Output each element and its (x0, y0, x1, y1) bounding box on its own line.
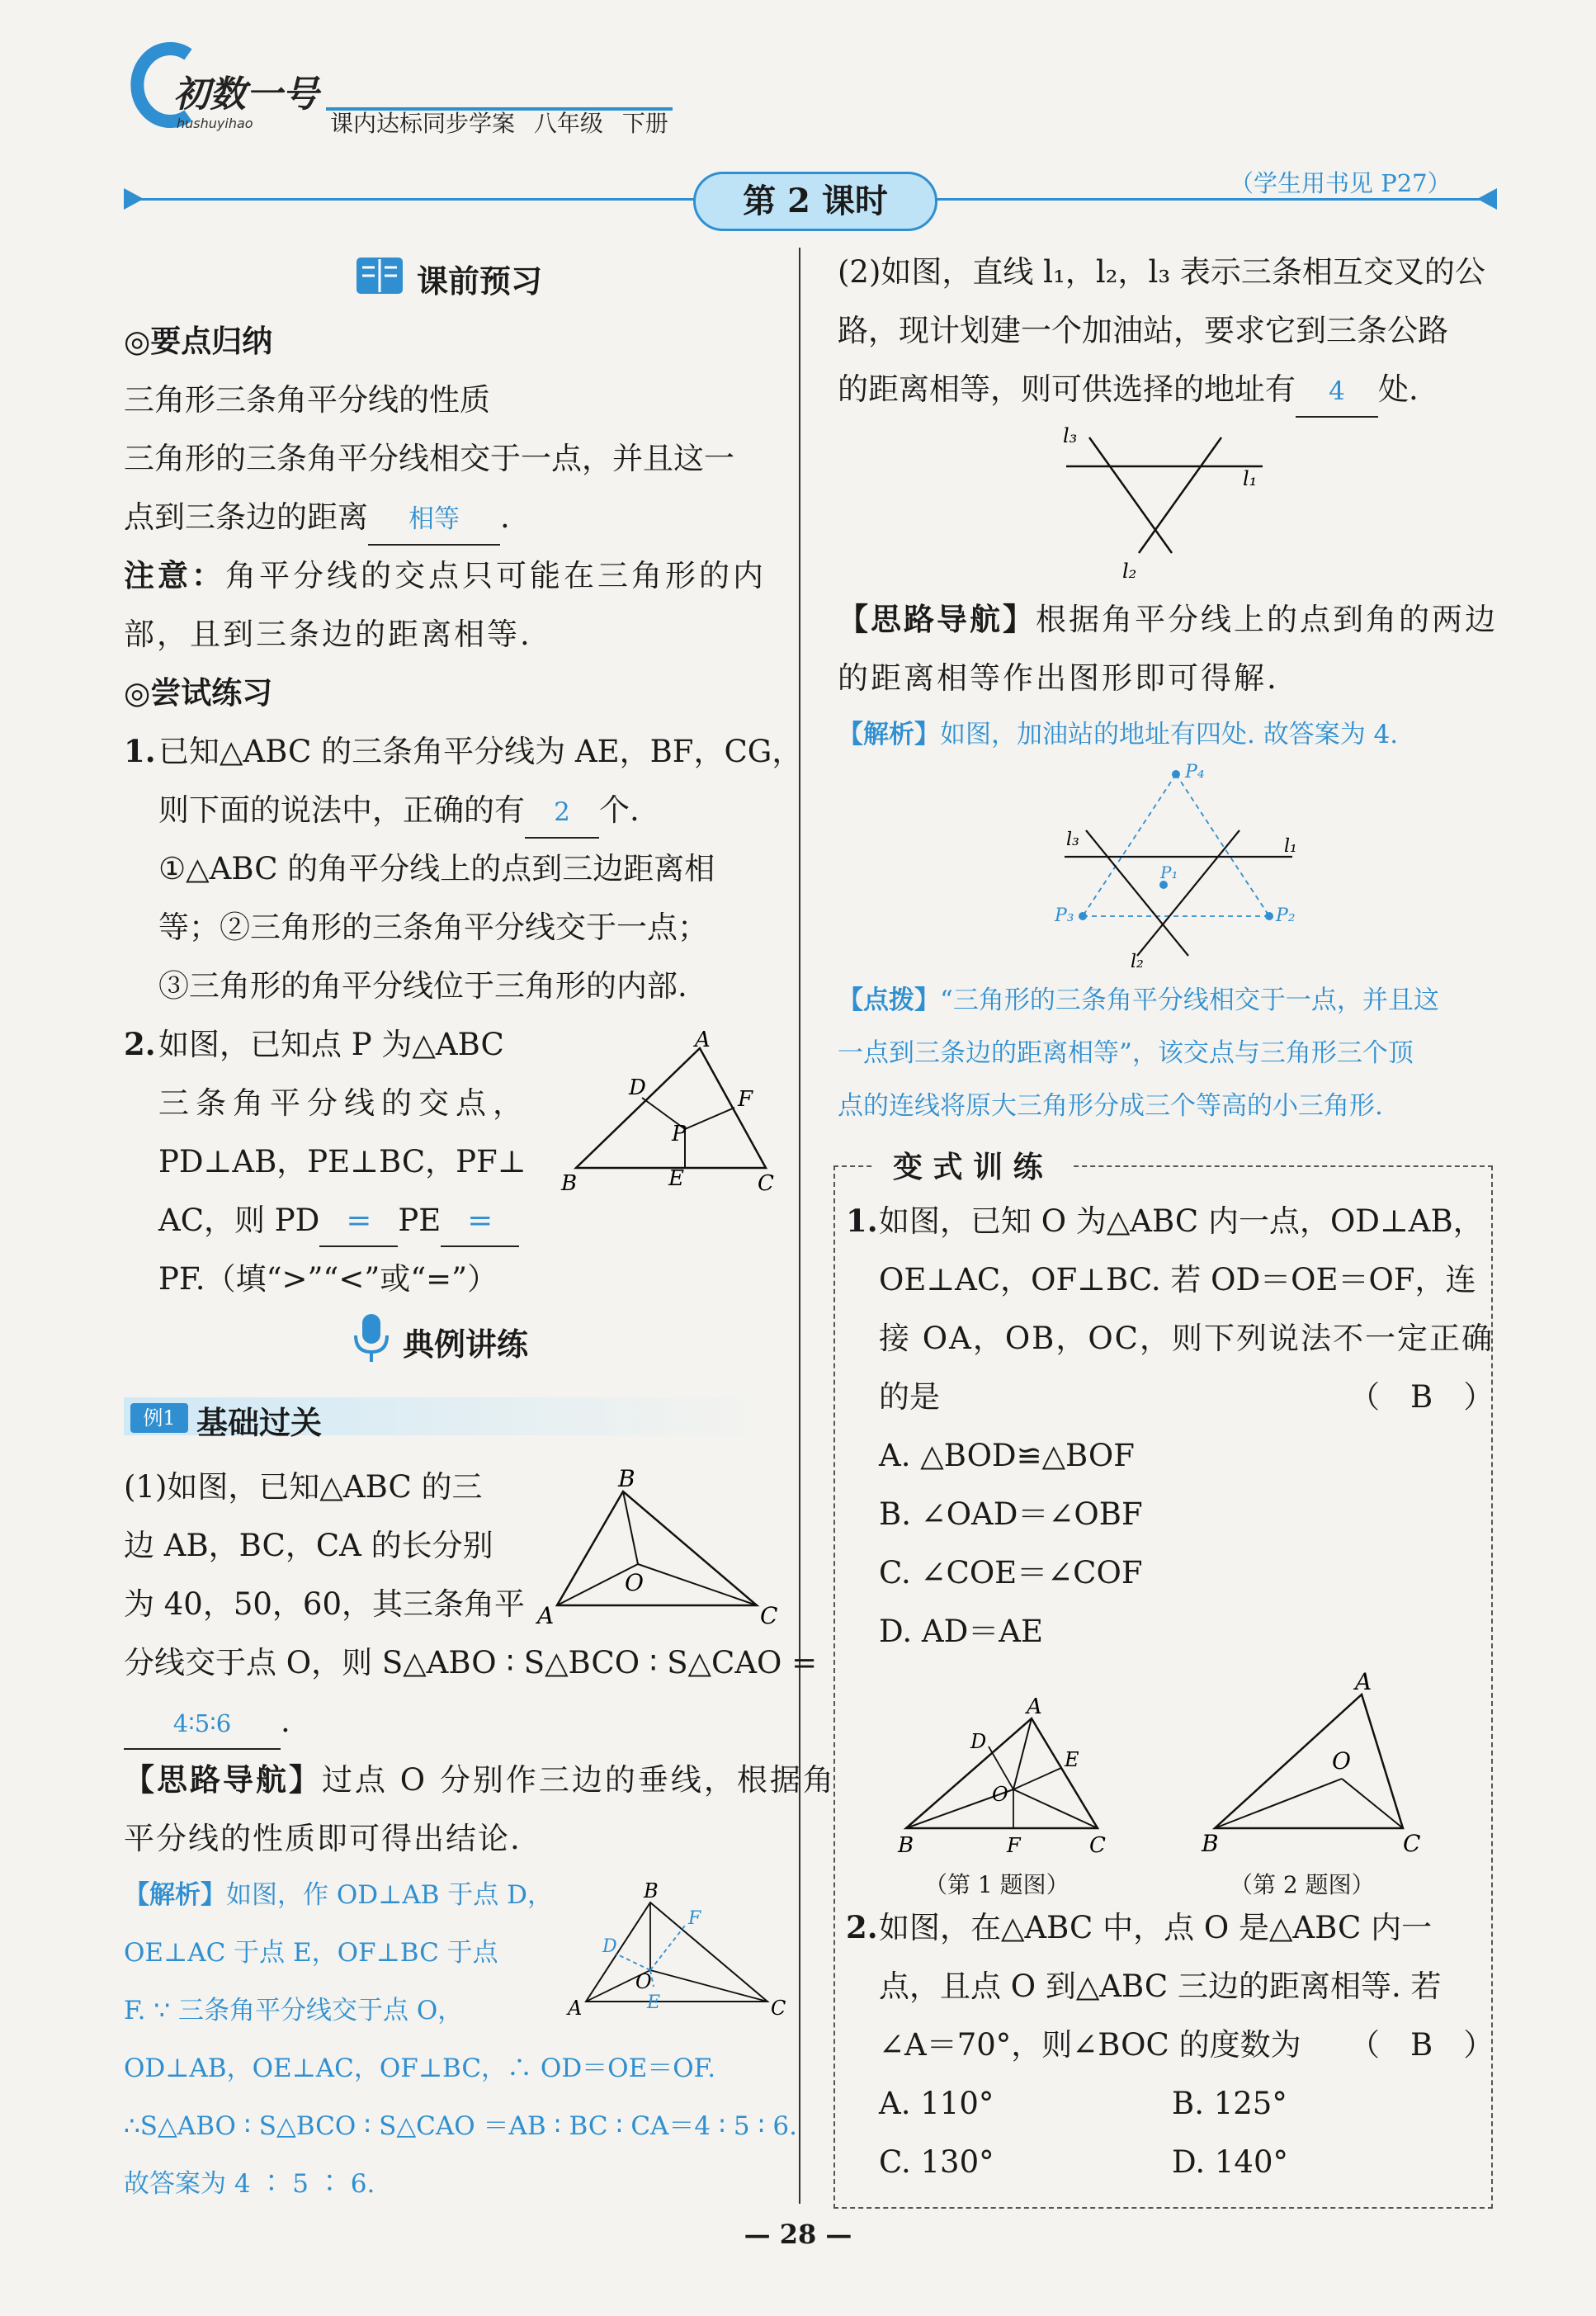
page-number: — 28 — (744, 2219, 852, 2250)
v1-line-2: OE⊥AC，OF⊥BC. 若 OD＝OE＝OF，连 (879, 1262, 1476, 1297)
ex1-line-5 (124, 1692, 290, 1751)
property-line-2 (124, 488, 510, 546)
svg-text:P: P (672, 1122, 687, 1146)
property-end: . (500, 499, 510, 535)
solution-line-4: OD⊥AB，OE⊥AC，OF⊥BC，∴ OD＝OE＝OF. (124, 2054, 716, 2083)
example-badge: 例1 (130, 1403, 188, 1433)
svg-text:A: A (537, 1602, 555, 1629)
svg-text:E: E (1065, 1748, 1079, 1771)
svg-text:P₄: P₄ (1185, 762, 1205, 782)
property-title: 三角形三条角平分线的性质 (124, 382, 490, 418)
microphone-icon (351, 1311, 392, 1365)
v1-line-1: 如图，已知 O 为△ABC 内一点，OD⊥AB， (879, 1203, 1484, 1239)
v2-triangle-figure (1197, 1668, 1444, 1857)
svg-text:P₂: P₂ (1276, 905, 1296, 926)
hint-line-1 (124, 1751, 836, 1809)
fig1-caption: （第 1 题图） (924, 1871, 1070, 1898)
svg-text:C: C (1403, 1830, 1421, 1857)
q2-number: 2. (124, 1026, 156, 1062)
arrow-right-icon (1477, 188, 1499, 211)
q2-line-4 (158, 1191, 519, 1250)
svg-text:O: O (625, 1569, 644, 1596)
part2-line-3-text: 的距离相等，则可供选择的地址有 (838, 371, 1296, 407)
svg-text:B: B (1202, 1830, 1219, 1857)
ex1-answer: 4∶5∶6 (124, 1699, 281, 1750)
part2-solution-text: 如图，加油站的地址有四处. 故答案为 4. (940, 720, 1399, 749)
tip-line-2: 一点到三条边的距离相等”，该交点与三角形三个顶 (838, 1038, 1414, 1068)
q1-line-2-end: 个. (599, 792, 640, 828)
v2-number: 2. (846, 1909, 878, 1945)
ex1-triangle-figure (532, 1465, 780, 1630)
preview-section-title: 课前预习 (417, 263, 543, 300)
column-divider (799, 248, 800, 2204)
q1-number: 1. (124, 733, 156, 769)
svg-text:F: F (688, 1908, 701, 1929)
fig2-caption: （第 2 题图） (1230, 1871, 1375, 1898)
logo-subtitle: hushuyihao (177, 116, 253, 131)
v2-option-b: B. 125° (1172, 2086, 1287, 2121)
q1-line-5: ③三角形的角平分线位于三角形的内部. (158, 968, 687, 1004)
ex1-line-4: 分线交于点 O，则 S△ABO ∶ S△BCO ∶ S△CAO = (124, 1645, 818, 1680)
v1-option-a: A. △BOD≌△BOF (879, 1438, 1135, 1473)
v1-line-3: 接 OA，OB，OC，则下列说法不一定正确 (879, 1321, 1494, 1356)
v2-line-1: 如图，在△ABC 中，点 O 是△ABC 内一 (879, 1910, 1433, 1945)
part2-answer: 4 (1296, 366, 1378, 418)
svg-text:P₃: P₃ (1055, 905, 1074, 926)
svg-text:l₃: l₃ (1063, 424, 1078, 447)
part2-line-1: (2)如图，直线 l₁，l₂，l₃ 表示三条相互交叉的公 (838, 254, 1485, 290)
note-text: 角平分线的交点只可能在三角形的内 (225, 558, 767, 593)
svg-text:A: A (568, 1997, 583, 2020)
solution-line-1 (124, 1869, 553, 1921)
ex1-end: . (281, 1704, 290, 1739)
property-line-1: 三角形的三条角平分线相交于一点，并且这一 (124, 441, 734, 476)
book-icon (355, 253, 406, 297)
svg-text:F: F (1007, 1834, 1021, 1857)
part2-hint-label: 【思路导航】 (838, 601, 1036, 637)
svg-text:B: B (898, 1833, 914, 1858)
example-title: 基础过关 (196, 1405, 323, 1441)
svg-text:O: O (635, 1970, 652, 1993)
v2-option-c: C. 130° (879, 2144, 994, 2180)
v1-answer-text: （ B ） (1349, 1379, 1494, 1415)
svg-text:D: D (602, 1936, 617, 1957)
q1-line-4: 等；②三角形的三条角平分线交于一点； (158, 910, 708, 945)
series-title (330, 106, 668, 139)
v1-line-4: 的是 (879, 1379, 940, 1415)
v2-answer-text: （ B ） (1349, 2027, 1494, 2063)
svg-text:A: A (1027, 1694, 1042, 1719)
svg-text:C: C (760, 1602, 778, 1629)
svg-text:E: E (668, 1166, 684, 1191)
ex1-line-1: (1)如图，已知△ABC 的三 (124, 1469, 483, 1505)
q1-line-2-text: 则下面的说法中，正确的有 (158, 792, 525, 828)
v1-number: 1. (846, 1203, 878, 1239)
solution-line-6: 故答案为 4 ∶ 5 ∶ 6. (124, 2169, 375, 2199)
example-section-title: 典例讲练 (403, 1326, 529, 1363)
q1-line-3: ①△ABC 的角平分线上的点到三边距离相 (158, 851, 715, 886)
volume: 下册 (621, 110, 668, 137)
q1-line-2 (158, 781, 640, 839)
v1-option-c: C. ∠COE＝∠COF (879, 1555, 1143, 1590)
svg-text:l₂: l₂ (1131, 952, 1144, 972)
v2-option-d: D. 140° (1172, 2144, 1288, 2180)
v1-option-d: D. AD＝AE (879, 1614, 1043, 1649)
part2-solution-line (838, 708, 1398, 761)
property-line-2-text: 点到三条边的距离 (124, 499, 368, 535)
part2-line-2: 路，现计划建一个加油站，要求它到三条公路 (838, 313, 1448, 348)
series-name: 课内达标同步学案 (330, 110, 516, 137)
note-line-2: 部，且到三条边的距离相等. (124, 617, 532, 652)
grade: 八年级 (533, 110, 603, 137)
solution-line-3: F. ∵ 三条角平分线交于点 O， (124, 1996, 464, 2025)
svg-text:B: B (561, 1171, 578, 1196)
hint-label: 【思路导航】 (124, 1761, 322, 1798)
tip-label: 【点拨】 (838, 985, 940, 1015)
v2-line-3: ∠A＝70°，则∠BOC 的度数为 (879, 2027, 1301, 2063)
v1-option-b: B. ∠OAD＝∠OBF (879, 1496, 1143, 1532)
svg-text:P₁: P₁ (1160, 863, 1178, 882)
svg-text:O: O (1332, 1747, 1351, 1775)
svg-text:l₃: l₃ (1066, 830, 1079, 850)
svg-text:A: A (695, 1028, 711, 1052)
hint-line-2: 平分线的性质即可得出结论. (124, 1821, 522, 1856)
q1-answer: 2 (525, 787, 599, 839)
v1-triangle-figure (891, 1692, 1122, 1857)
svg-text:A: A (1355, 1668, 1372, 1695)
q2-line-4-text: AC，则 PD (158, 1203, 320, 1238)
logo-title: 初数一号 (173, 73, 319, 116)
svg-text:B: B (618, 1465, 635, 1492)
q2-line-2: 三条角平分线的交点， (158, 1085, 530, 1121)
tip-text-1: “三角形的三条角平分线相交于一点，并且这 (940, 985, 1439, 1015)
svg-text:l₁: l₁ (1243, 467, 1258, 490)
svg-text:O: O (992, 1783, 1008, 1806)
reference-text: （学生用书见 P27） (1230, 169, 1452, 197)
stations-figure (1048, 759, 1312, 974)
ex1-line-2: 边 AB，BC，CA 的长分别 (124, 1528, 493, 1563)
solution-text-1: 如图，作 OD⊥AB 于点 D， (226, 1880, 554, 1910)
v1-answer (1349, 1368, 1494, 1426)
ex1-line-3: 为 40，50，60，其三条角平 (124, 1586, 526, 1622)
property-answer: 相等 (368, 494, 500, 546)
q2-line-3: PD⊥AB，PE⊥BC，PF⊥ (158, 1144, 526, 1179)
svg-text:l₁: l₁ (1284, 836, 1297, 857)
v2-line-2: 点，且点 O 到△ABC 三边的距离相等. 若 (879, 1969, 1442, 2004)
svg-text:C: C (758, 1171, 774, 1196)
svg-text:D: D (970, 1730, 987, 1753)
svg-text:E: E (647, 1992, 661, 2013)
hint-text: 过点 O 分别作三边的垂线，根据角 (322, 1762, 836, 1798)
svg-text:F: F (738, 1087, 753, 1112)
q2-line-5: PF.（填“>”“<”或“=”） (158, 1261, 498, 1297)
variant-title: 变 式 训 练 (893, 1151, 1043, 1184)
svg-text:B: B (644, 1879, 659, 1902)
tip-line-1 (838, 974, 1439, 1027)
roads-figure (1056, 421, 1271, 586)
q2-answer-1: = (319, 1196, 398, 1247)
tip-line-3: 点的连线将原大三角形分成三个等高的小三角形. (838, 1091, 1383, 1121)
svg-text:C: C (771, 1997, 786, 2020)
q2-line-4-pe: PE (398, 1203, 441, 1238)
note-label: 注意： (124, 557, 225, 593)
solution-triangle-figure (561, 1878, 784, 2035)
v2-option-a: A. 110° (879, 2086, 994, 2121)
svg-text:D: D (629, 1075, 646, 1100)
try-title: ◎尝试练习 (124, 674, 273, 711)
q2-triangle-figure (561, 1028, 784, 1197)
lesson-badge: 第 2 课时 (693, 172, 937, 231)
q2-answer-2: = (441, 1196, 519, 1247)
note-line-1 (124, 546, 767, 605)
part2-solution-label: 【解析】 (838, 720, 940, 749)
part2-line-3 (838, 360, 1419, 418)
part2-line-3-end: 处. (1378, 371, 1419, 407)
v2-answer (1349, 2016, 1494, 2074)
arrow-left-icon (124, 188, 145, 211)
key-points-title: ◎要点归纳 (124, 323, 273, 359)
q1-line-1: 已知△ABC 的三条角平分线为 AE，BF，CG， (158, 734, 803, 769)
part2-hint-line-2: 的距离相等作出图形即可得解. (838, 660, 1279, 696)
svg-text:l₂: l₂ (1122, 560, 1137, 583)
part2-hint-text: 根据角平分线上的点到角的两边 (1036, 602, 1498, 637)
svg-text:C: C (1089, 1833, 1106, 1858)
q2-line-1: 如图，已知点 P 为△ABC (158, 1027, 504, 1062)
solution-label: 【解析】 (124, 1880, 226, 1910)
solution-line-5: ∴S△ABO ∶ S△BCO ∶ S△CAO ＝AB ∶ BC ∶ CA＝4 ∶ 5 ∶ 6. (124, 2111, 798, 2141)
part2-hint-line-1 (838, 590, 1498, 649)
solution-line-2: OE⊥AC 于点 E，OF⊥BC 于点 (124, 1938, 498, 1968)
